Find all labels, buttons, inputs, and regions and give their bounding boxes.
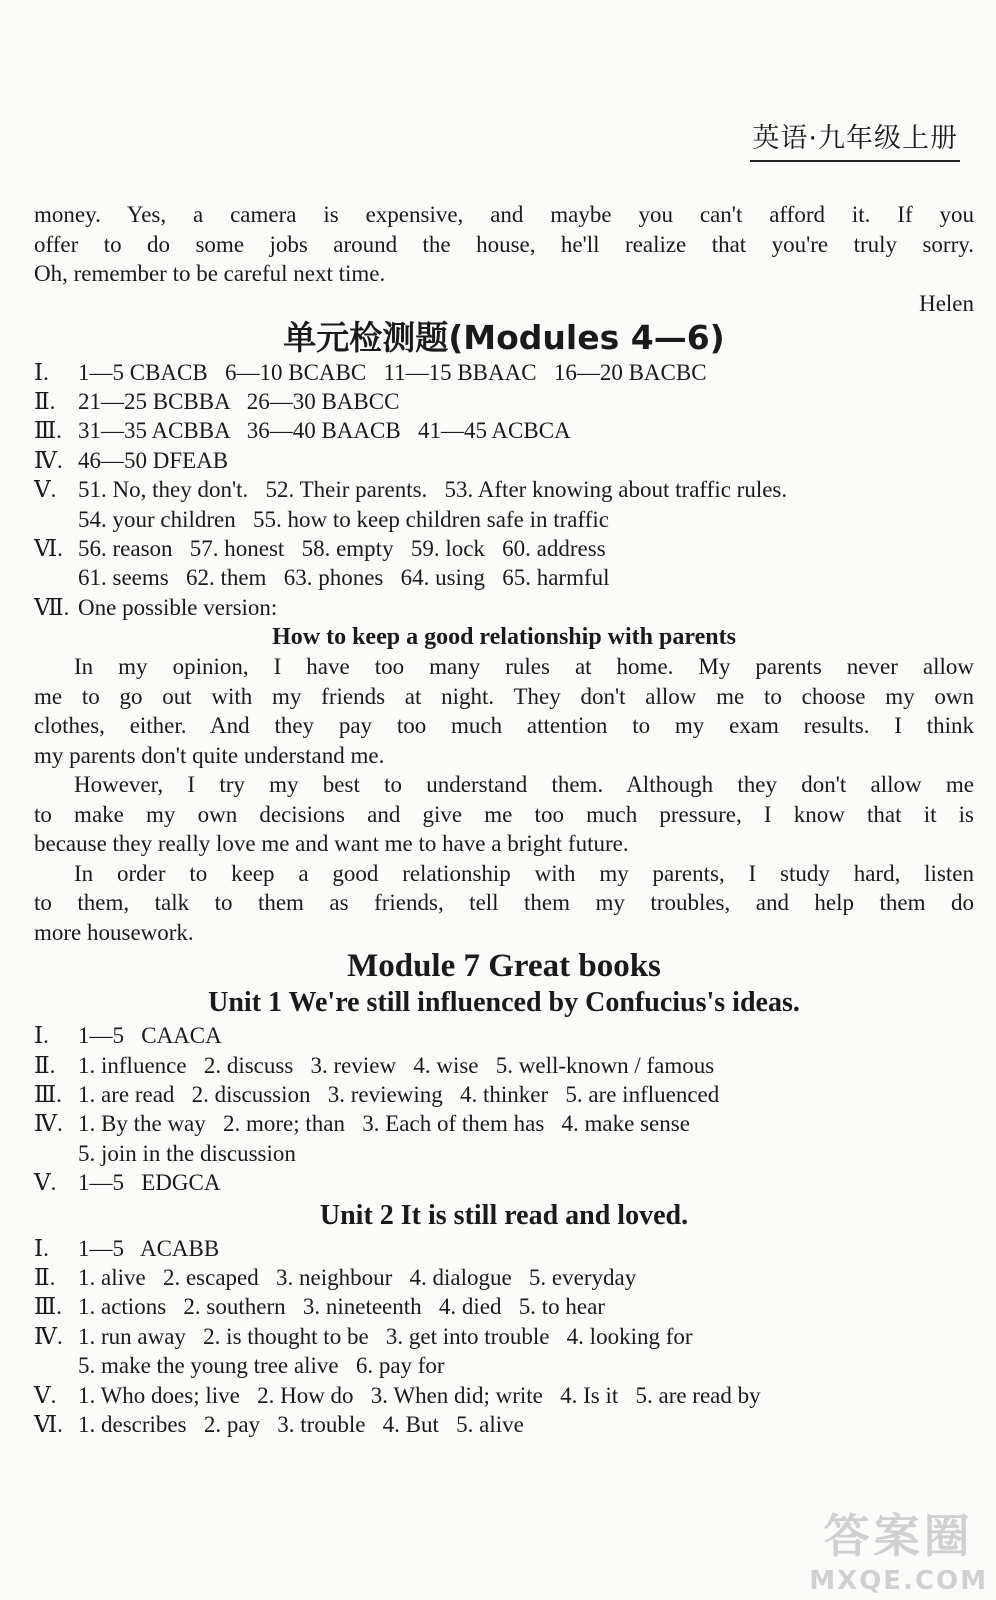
- answer-row: [34, 1292, 974, 1321]
- section-number: Ⅱ.: [34, 1052, 56, 1078]
- unit2-answers: [34, 1234, 974, 1440]
- section-number: Ⅲ.: [34, 1294, 62, 1320]
- watermark-line: 答案圈: [823, 1509, 974, 1563]
- answer-row: [34, 1168, 974, 1197]
- answer-row: [34, 1410, 974, 1439]
- section-number: Ⅳ.: [34, 1111, 63, 1137]
- answer-row: [34, 593, 974, 622]
- letter-line: offer to do some jobs around the house, he'll realize that you're truly sorry.: [34, 231, 974, 257]
- answer-text: 1—5 ACABB: [78, 1235, 220, 1261]
- unit1-answers: [34, 1021, 974, 1197]
- unit2-title: Unit 2 It is still read and loved.: [319, 1199, 689, 1231]
- answer-row: [34, 1234, 974, 1263]
- unit-test-title: 单元检测题(Modules 4—6): [283, 317, 725, 357]
- essay-line: me to go out with my friends at night. They don't allow me to choose my own: [34, 683, 974, 709]
- section-number: Ⅳ.: [34, 447, 63, 473]
- letter-ending: [34, 200, 974, 318]
- answer-row: 54. your children 55. how to keep children safe in traffic: [78, 506, 609, 532]
- header-rule: [750, 160, 960, 162]
- answer-text: 1—5 CAACA: [78, 1023, 222, 1049]
- answer-row: [34, 1080, 974, 1109]
- answer-row: [34, 1322, 974, 1351]
- answer-row: [34, 1109, 974, 1138]
- section-number: Ⅱ.: [34, 388, 56, 414]
- answer-text: 1—5 EDGCA: [78, 1170, 221, 1196]
- answer-row: [34, 416, 974, 445]
- answer-text: 1—5 CBACB 6—10 BCABC 11—15 BBAAC 16—20 BACBC: [78, 359, 707, 385]
- unit1-title: Unit 1 We're still influenced by Confucius's ideas.: [208, 987, 800, 1019]
- answer-row: [34, 475, 974, 504]
- section-number: Ⅴ.: [34, 1170, 57, 1196]
- answer-row: [34, 1263, 974, 1292]
- essay-line: to make my own decisions and give me too much pressure, I know that it is: [34, 801, 974, 827]
- answer-text: 1. actions 2. southern 3. nineteenth 4. died 5. to hear: [78, 1294, 605, 1320]
- answer-row: [34, 1051, 974, 1080]
- answer-text: 1. alive 2. escaped 3. neighbour 4. dialogue 5. everyday: [78, 1265, 637, 1290]
- answer-text: 1. Who does; live 2. How do 3. When did; write 4. Is it 5. are read by: [78, 1382, 761, 1408]
- answer-text: 21—25 BCBBA 26—30 BABCC: [78, 388, 400, 414]
- answer-row: [34, 534, 974, 563]
- answer-text: 1. By the way 2. more; than 3. Each of them has 4. make sense: [78, 1111, 690, 1137]
- essay-line: more housework.: [34, 919, 194, 945]
- answer-row: [34, 1381, 974, 1410]
- section-number: Ⅰ.: [34, 359, 49, 385]
- answer-text: 46—50 DFEAB: [78, 447, 229, 473]
- essay-line: because they really love me and want me to have a bright future.: [34, 831, 629, 857]
- answer-text: 1. are read 2. discussion 3. reviewing 4. thinker 5. are influenced: [78, 1081, 720, 1107]
- letter-line: Oh, remember to be careful next time.: [34, 261, 386, 286]
- section-number: Ⅶ.: [34, 594, 70, 620]
- section-number: Ⅱ.: [34, 1265, 56, 1290]
- section-number: Ⅴ.: [34, 477, 57, 503]
- essay-body: [34, 652, 974, 947]
- section-number: Ⅲ.: [34, 418, 62, 444]
- unit-test-answers: [34, 358, 974, 623]
- essay-title: How to keep a good relationship with parents: [272, 624, 736, 651]
- essay-line: However, I try my best to understand them. Although they don't allow me: [74, 772, 974, 798]
- answer-text: 1. influence 2. discuss 3. review 4. wise 5. well-known / famous: [78, 1052, 715, 1078]
- answer-row: [34, 1021, 974, 1050]
- essay-line: In order to keep a good relationship with my parents, I study hard, listen: [74, 860, 974, 886]
- essay-line: my parents don't quite understand me.: [34, 742, 385, 768]
- answer-row: 5. join in the discussion: [78, 1140, 296, 1166]
- answer-text: 56. reason 57. honest 58. empty 59. lock 60. address: [78, 535, 606, 561]
- section-number: Ⅴ.: [34, 1382, 57, 1408]
- answer-row: [34, 387, 974, 416]
- essay-line: In my opinion, I have too many rules at home. My parents never allow: [74, 654, 974, 680]
- section-number: Ⅰ.: [34, 1235, 49, 1261]
- module-title: Module 7 Great books: [347, 948, 661, 985]
- watermark-logo: [809, 1500, 988, 1596]
- answer-text: 1. run away 2. is thought to be 3. get into trouble 4. looking for: [78, 1323, 693, 1349]
- letter-line: money. Yes, a camera is expensive, and maybe you can't afford it. If you: [34, 202, 974, 227]
- answer-text: 51. No, they don't. 52. Their parents. 53. After knowing about traffic rules.: [78, 477, 788, 503]
- section-number: Ⅵ.: [34, 1412, 63, 1438]
- page-content: [34, 200, 974, 1439]
- answer-text: One possible version:: [78, 594, 278, 620]
- essay-line: to them, talk to them as friends, tell them my troubles, and help them do: [34, 890, 974, 916]
- answer-text: 1. describes 2. pay 3. trouble 4. But 5. alive: [78, 1412, 524, 1438]
- section-number: Ⅰ.: [34, 1023, 49, 1049]
- page-header: 英语·九年级上册: [752, 123, 958, 154]
- answer-text: 31—35 ACBBA 36—40 BAACB 41—45 ACBCA: [78, 418, 571, 444]
- watermark-line: MXQE.COM: [809, 1566, 988, 1596]
- answer-row: 61. seems 62. them 63. phones 64. using 65. harmful: [78, 565, 610, 591]
- answer-row: 5. make the young tree alive 6. pay for: [78, 1353, 445, 1379]
- answer-row: [34, 446, 974, 475]
- answer-row: [34, 358, 974, 387]
- section-number: Ⅵ.: [34, 535, 63, 561]
- essay-line: clothes, either. And they pay too much attention to my exam results. I think: [34, 713, 974, 739]
- section-number: Ⅳ.: [34, 1323, 63, 1349]
- section-number: Ⅲ.: [34, 1081, 62, 1107]
- letter-signature: Helen: [919, 290, 974, 316]
